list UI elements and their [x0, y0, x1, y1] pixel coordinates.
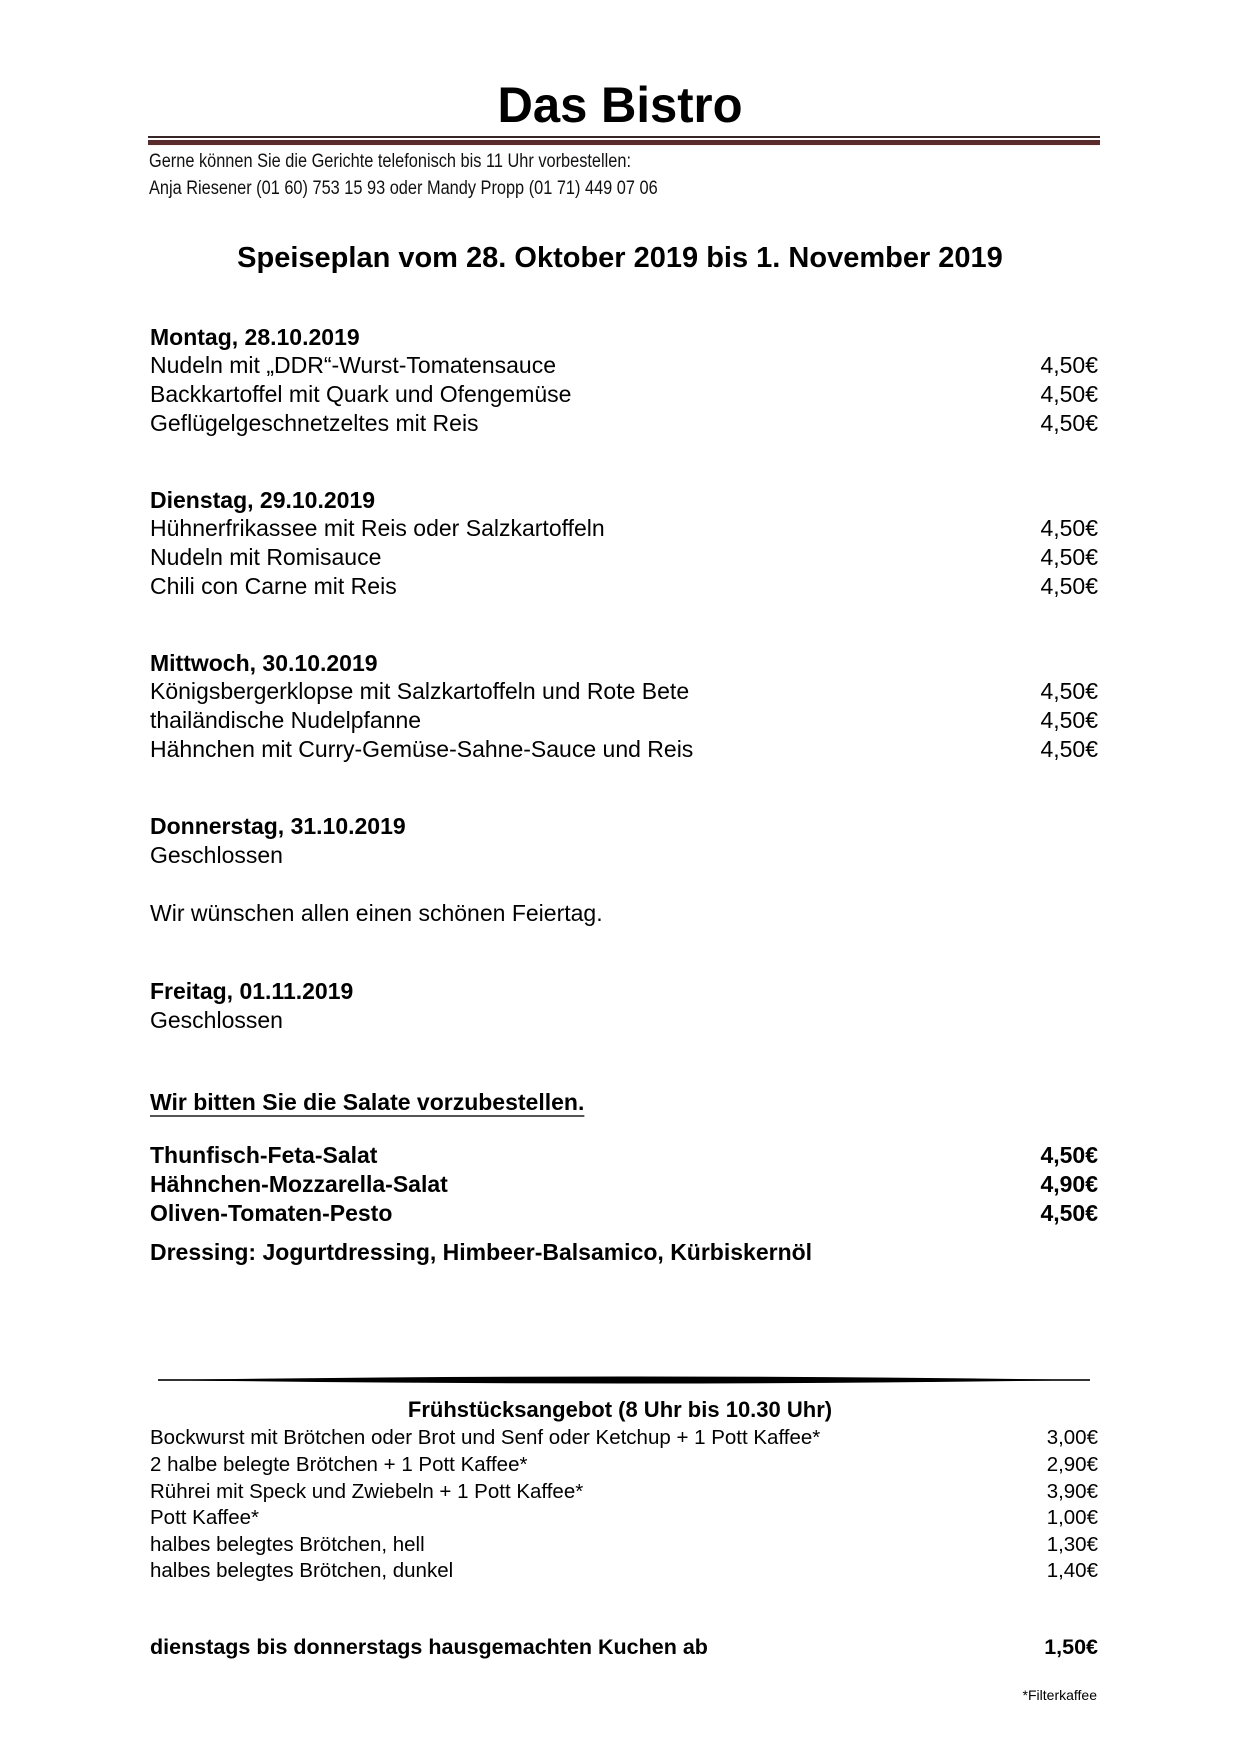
salad-item	[150, 1141, 1098, 1170]
breakfast-price: 2,90€	[1046, 1453, 1098, 1476]
salad-price: 4,90€	[1040, 1171, 1098, 1197]
cake-price: 1,50€	[1044, 1635, 1098, 1659]
dish-name: Nudeln mit Romisauce	[150, 544, 382, 570]
breakfast-item	[150, 1451, 1098, 1478]
salad-price: 4,50€	[1040, 1142, 1098, 1168]
breakfast-price: 1,00€	[1046, 1506, 1098, 1529]
page-title: Das Bistro	[497, 77, 743, 133]
dish-name: Hühnerfrikassee mit Reis oder Salzkartoffeln	[150, 515, 605, 541]
holiday-message	[150, 899, 1098, 928]
dish-name: Königsbergerklopse mit Salzkartoffeln und Rote Bete	[150, 678, 690, 704]
breakfast-heading: Frühstücksangebot (8 Uhr bis 10.30 Uhr)	[407, 1397, 833, 1422]
dish-name: Geflügelgeschnetzeltes mit Reis	[150, 410, 479, 436]
salad-item	[150, 1199, 1098, 1228]
breakfast-price: 3,90€	[1046, 1480, 1098, 1503]
dish-name: Hähnchen mit Curry-Gemüse-Sahne-Sauce und Reis	[150, 736, 694, 762]
day-heading-tuesday	[150, 486, 1098, 515]
closed-label: Geschlossen	[150, 842, 283, 868]
breakfast-name: 2 halbe belegte Brötchen + 1 Pott Kaffee*	[150, 1453, 528, 1476]
salads-heading	[150, 1088, 1098, 1117]
breakfast-item	[150, 1504, 1098, 1531]
breakfast-price: 3,00€	[1046, 1426, 1098, 1449]
closed-note	[150, 1006, 1098, 1035]
breakfast-item	[150, 1478, 1098, 1505]
breakfast-name: halbes belegtes Brötchen, hell	[150, 1533, 425, 1556]
menu-item	[150, 735, 1098, 764]
dressing-text: Dressing: Jogurtdressing, Himbeer-Balsamico, Kürbiskernöl	[150, 1239, 813, 1265]
breakfast-price: 1,30€	[1046, 1533, 1098, 1556]
menu-item	[150, 677, 1098, 706]
salad-name: Oliven-Tomaten-Pesto	[150, 1200, 393, 1226]
menu-item	[150, 706, 1098, 735]
salad-name: Thunfisch-Feta-Salat	[150, 1142, 378, 1168]
dish-price: 4,50€	[1040, 352, 1098, 378]
day-label: Freitag, 01.11.2019	[150, 978, 354, 1004]
footnote: *Filterkaffee	[1022, 1687, 1097, 1703]
decorative-divider	[158, 1372, 1090, 1388]
salad-name: Hähnchen-Mozzarella-Salat	[150, 1171, 448, 1197]
day-heading-thursday	[150, 812, 1098, 841]
breakfast-name: Pott Kaffee*	[150, 1506, 260, 1529]
header-rule-thin	[148, 136, 1100, 138]
menu-heading: Speiseplan vom 28. Oktober 2019 bis 1. November 2019	[237, 242, 1003, 274]
dish-name: Nudeln mit „DDR“-Wurst-Tomatensauce	[150, 352, 557, 378]
menu-item	[150, 351, 1098, 380]
menu-item	[150, 380, 1098, 409]
breakfast-item	[150, 1557, 1098, 1584]
day-heading-monday	[150, 323, 1098, 352]
menu-item	[150, 572, 1098, 601]
dish-name: Backkartoffel mit Quark und Ofengemüse	[150, 381, 572, 407]
closed-label: Geschlossen	[150, 1007, 283, 1033]
day-label: Dienstag, 29.10.2019	[150, 487, 376, 513]
breakfast-item	[150, 1424, 1098, 1451]
day-label: Mittwoch, 30.10.2019	[150, 650, 378, 676]
day-label: Montag, 28.10.2019	[150, 324, 360, 350]
dish-price: 4,50€	[1040, 736, 1098, 762]
dish-price: 4,50€	[1040, 678, 1098, 704]
dish-price: 4,50€	[1040, 381, 1098, 407]
day-heading-friday	[150, 977, 1098, 1006]
closed-note	[150, 841, 1098, 870]
header-rule-thick	[148, 140, 1100, 145]
breakfast-name: Bockwurst mit Brötchen oder Brot und Senf oder Ketchup + 1 Pott Kaffee*	[150, 1426, 821, 1449]
dish-price: 4,50€	[1040, 707, 1098, 733]
cake-name: dienstags bis donnerstags hausgemachten Kuchen ab	[150, 1635, 708, 1659]
menu-item	[150, 409, 1098, 438]
salad-item	[150, 1170, 1098, 1199]
dish-name: Chili con Carne mit Reis	[150, 573, 397, 599]
breakfast-name: halbes belegtes Brötchen, dunkel	[150, 1559, 454, 1582]
day-label: Donnerstag, 31.10.2019	[150, 813, 406, 839]
breakfast-price: 1,40€	[1046, 1559, 1098, 1582]
dressing-info	[150, 1238, 1098, 1267]
holiday-text: Wir wünschen allen einen schönen Feiertag.	[150, 900, 603, 926]
dish-price: 4,50€	[1040, 573, 1098, 599]
dish-name: thailändische Nudelpfanne	[150, 707, 422, 733]
salads-heading-text: Wir bitten Sie die Salate vorzubestellen.	[150, 1089, 585, 1115]
cake-offer	[150, 1633, 1098, 1662]
menu-item	[150, 514, 1098, 543]
contact-info-line: Gerne können Sie die Gerichte telefonisch bis 11 Uhr vorbestellen:	[149, 151, 632, 172]
dish-price: 4,50€	[1040, 410, 1098, 436]
breakfast-name: Rührei mit Speck und Zwiebeln + 1 Pott Kaffee*	[150, 1480, 584, 1503]
contact-phone-line: Anja Riesener (01 60) 753 15 93 oder Mandy Propp (01 71) 449 07 06	[149, 178, 658, 199]
dish-price: 4,50€	[1040, 515, 1098, 541]
breakfast-item	[150, 1531, 1098, 1558]
dish-price: 4,50€	[1040, 544, 1098, 570]
day-heading-wednesday	[150, 649, 1098, 678]
salad-price: 4,50€	[1040, 1200, 1098, 1226]
menu-item	[150, 543, 1098, 572]
